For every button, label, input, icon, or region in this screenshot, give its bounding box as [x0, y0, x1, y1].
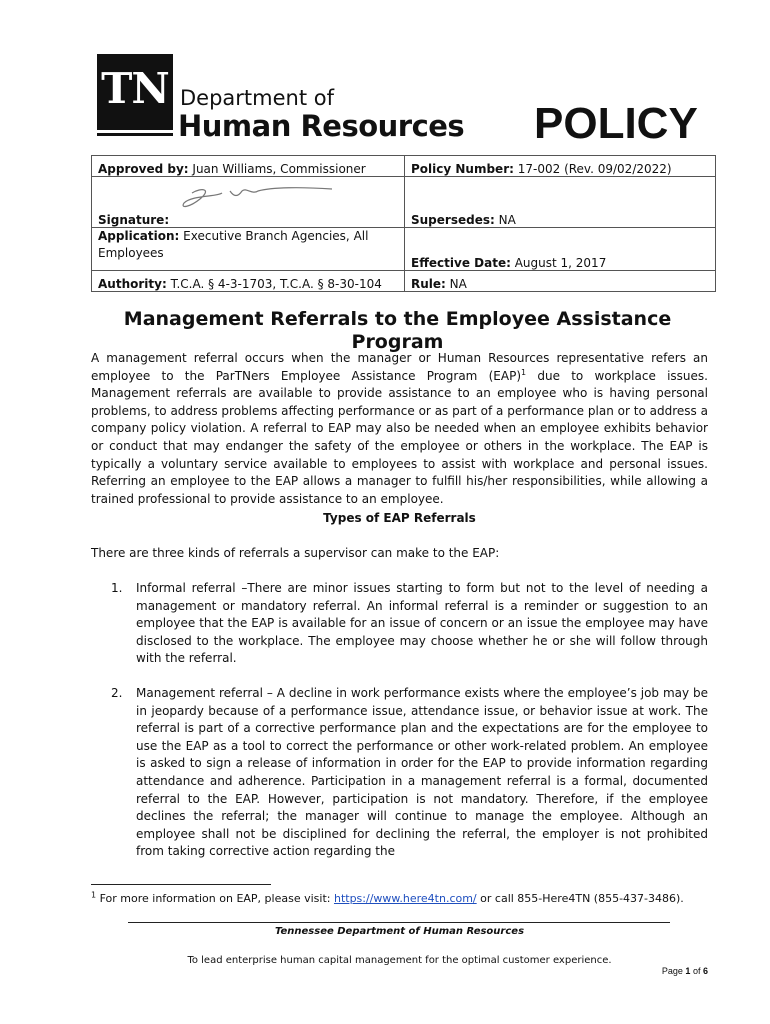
list-item-text: Management referral – A decline in work performance exists where the employee’s job may be in jeopardy because of a performance issue, attendance issue, or behavior issue at work. The referral is part of a corrective performance plan and the expectations are for the employee to use the EAP as a tool to correct the performance or other work-related problem. An employee is asked to sign a release of information in order for the EAP to provide information regarding attendance and adherence. Participation in a management referral is a formal, documented referral to the EAP. However, participation is not mandatory. Therefore, if the employee declines the referral; the manager will continue to manage the employee. Although an employee shall not be disciplined for declining the referral, the employer is not prohibited from taking corrective action regarding the: [136, 686, 708, 859]
list-item: [111, 580, 708, 668]
intro-paragraph: A management referral occurs when the manager or Human Resources representative refers an employee to the ParTNers Employee Assistance Program (EAP)$^1$ due to workplace issues. Management referrals are available to provide assistance to an employee who is having personal problems, to address problems affecting performance or as part of a performance plan or to address a company policy violation. A referral to EAP may also be needed when an employee exhibits behavior or conduct that may endanger the safety of the employee or others in the workplace. The EAP is typically a voluntary service available to employees to assist with workplace and personal issues. Referring an employee to the EAP allows a manager to fulfill his/her responsibilities, while allowing a trained professional to provide assistance to an employee.: [91, 351, 708, 506]
effective-date-cell: Effective Date: August 1, 2017: [405, 228, 716, 271]
rule-cell: Rule: NA: [405, 271, 716, 292]
page-number: Page 1 of 6: [661, 966, 708, 976]
footer-mission: To lead enterprise human capital management for the optimal customer experience.: [187, 955, 612, 966]
footer-divider: [128, 922, 670, 923]
footnote-ref[interactable]: 1: [521, 367, 527, 377]
document-title: Management Referrals to the Employee Assistance Program: [123, 308, 672, 353]
list-item: [111, 685, 708, 861]
policy-number-cell: Policy Number: 17-002 (Rev. 09/02/2022): [405, 156, 716, 177]
signature-scribble: [172, 185, 342, 215]
footnote: $^1$ For more information on EAP, please visit: https://www.here4tn.com/ or call 855-Here4TN (855-437-3486).: [91, 890, 684, 905]
authority-cell: Authority: T.C.A. § 4-3-1703, T.C.A. § 8-30-104: [92, 271, 405, 292]
application-cell: Application: Executive Branch Agencies, All Employees: [92, 228, 405, 271]
list-number: 1.: [111, 581, 123, 595]
signature-cell: Signature:: [92, 177, 405, 228]
approved-by-cell: Approved by: Juan Williams, Commissioner: [92, 156, 405, 177]
policy-heading: POLICY: [534, 99, 698, 148]
list-item-text: Informal referral –There are minor issues starting to form but not to the level of needing a management or mandatory referral. An informal referral is a reminder or suggestion to an employee that the EAP is available for an issue of concern or an issue the employee may have disclosed to the workplace. The employee may choose whether he or she will follow through with the referral.: [136, 581, 708, 666]
eap-link[interactable]: https://www.here4tn.com/: [333, 892, 477, 905]
department-line1: Department of: [180, 86, 334, 110]
policy-info-table: [91, 155, 716, 292]
supersedes-cell: Supersedes: NA: [405, 177, 716, 228]
footer-organization: Tennessee Department of Human Resources: [274, 926, 525, 937]
footnote-divider: [91, 884, 271, 885]
list-intro: There are three kinds of referrals a supervisor can make to the EAP:: [91, 546, 500, 560]
tn-logo: [97, 54, 173, 138]
department-line2: Human Resources: [178, 109, 465, 143]
list-number: 2.: [111, 686, 123, 700]
section-heading: Types of EAP Referrals: [323, 511, 476, 525]
logo-text: TN: [101, 64, 169, 113]
